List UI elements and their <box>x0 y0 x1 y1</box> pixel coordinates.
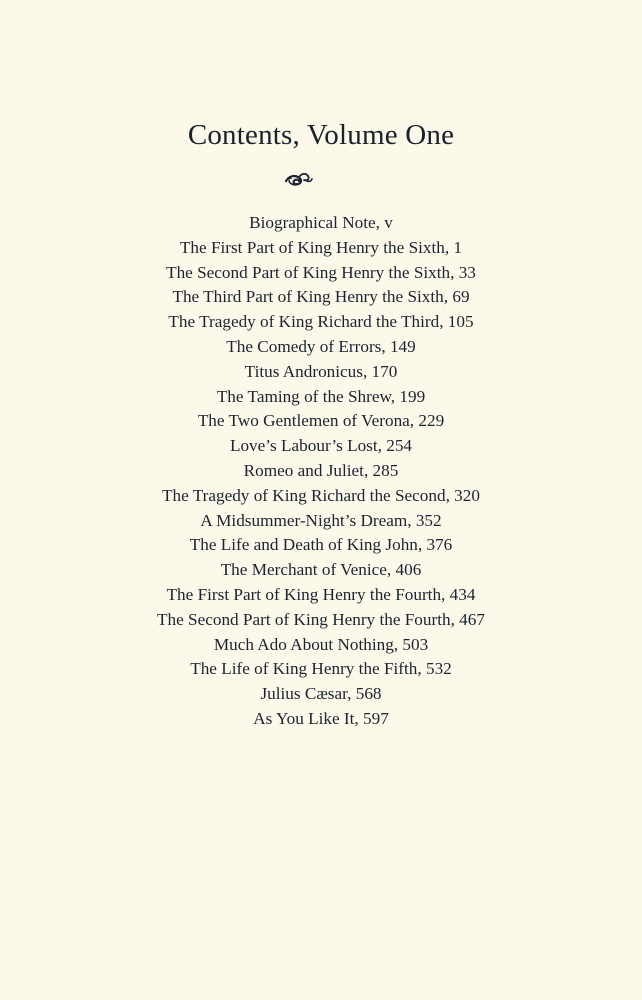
contents-entry: Much Ado About Nothing, 503 <box>213 634 429 654</box>
contents-entry: The Merchant of Venice, 406 <box>220 560 422 580</box>
contents-entry: Biographical Note, v <box>249 213 393 232</box>
contents-entry: The Second Part of King Henry the Sixth, 33 <box>166 262 476 282</box>
contents-entry: Titus Andronicus, 170 <box>244 361 398 381</box>
contents-entry: The First Part of King Henry the Fourth, 434 <box>166 584 476 604</box>
contents-entry: The Life of King Henry the Fifth, 532 <box>190 659 452 679</box>
contents-list <box>0 211 642 732</box>
contents-entry: The Life and Death of King John, 376 <box>189 535 453 555</box>
contents-entry: The Comedy of Errors, 149 <box>226 336 416 356</box>
fleuron-ornament-icon <box>284 171 314 187</box>
contents-entry: The First Part of King Henry the Sixth, 1 <box>179 237 463 257</box>
page-title: Contents, Volume One <box>187 119 455 151</box>
contents-entry: As You Like It, 597 <box>253 708 389 728</box>
contents-entry: The Taming of the Shrew, 199 <box>216 386 426 406</box>
contents-entry: The Second Part of King Henry the Fourth, 467 <box>157 609 485 629</box>
contents-entry: The Third Part of King Henry the Sixth, 69 <box>172 287 470 307</box>
contents-entry: A Midsummer-Night’s Dream, 352 <box>200 510 442 530</box>
contents-entry: The Two Gentlemen of Verona, 229 <box>197 411 445 431</box>
contents-entry: Love’s Labour’s Lost, 254 <box>229 436 413 456</box>
contents-entry: The Tragedy of King Richard the Third, 105 <box>168 312 474 332</box>
contents-entry: The Tragedy of King Richard the Second, 320 <box>162 485 480 505</box>
contents-entry: Julius Cæsar, 568 <box>260 684 382 704</box>
contents-entry: Romeo and Juliet, 285 <box>243 460 399 480</box>
